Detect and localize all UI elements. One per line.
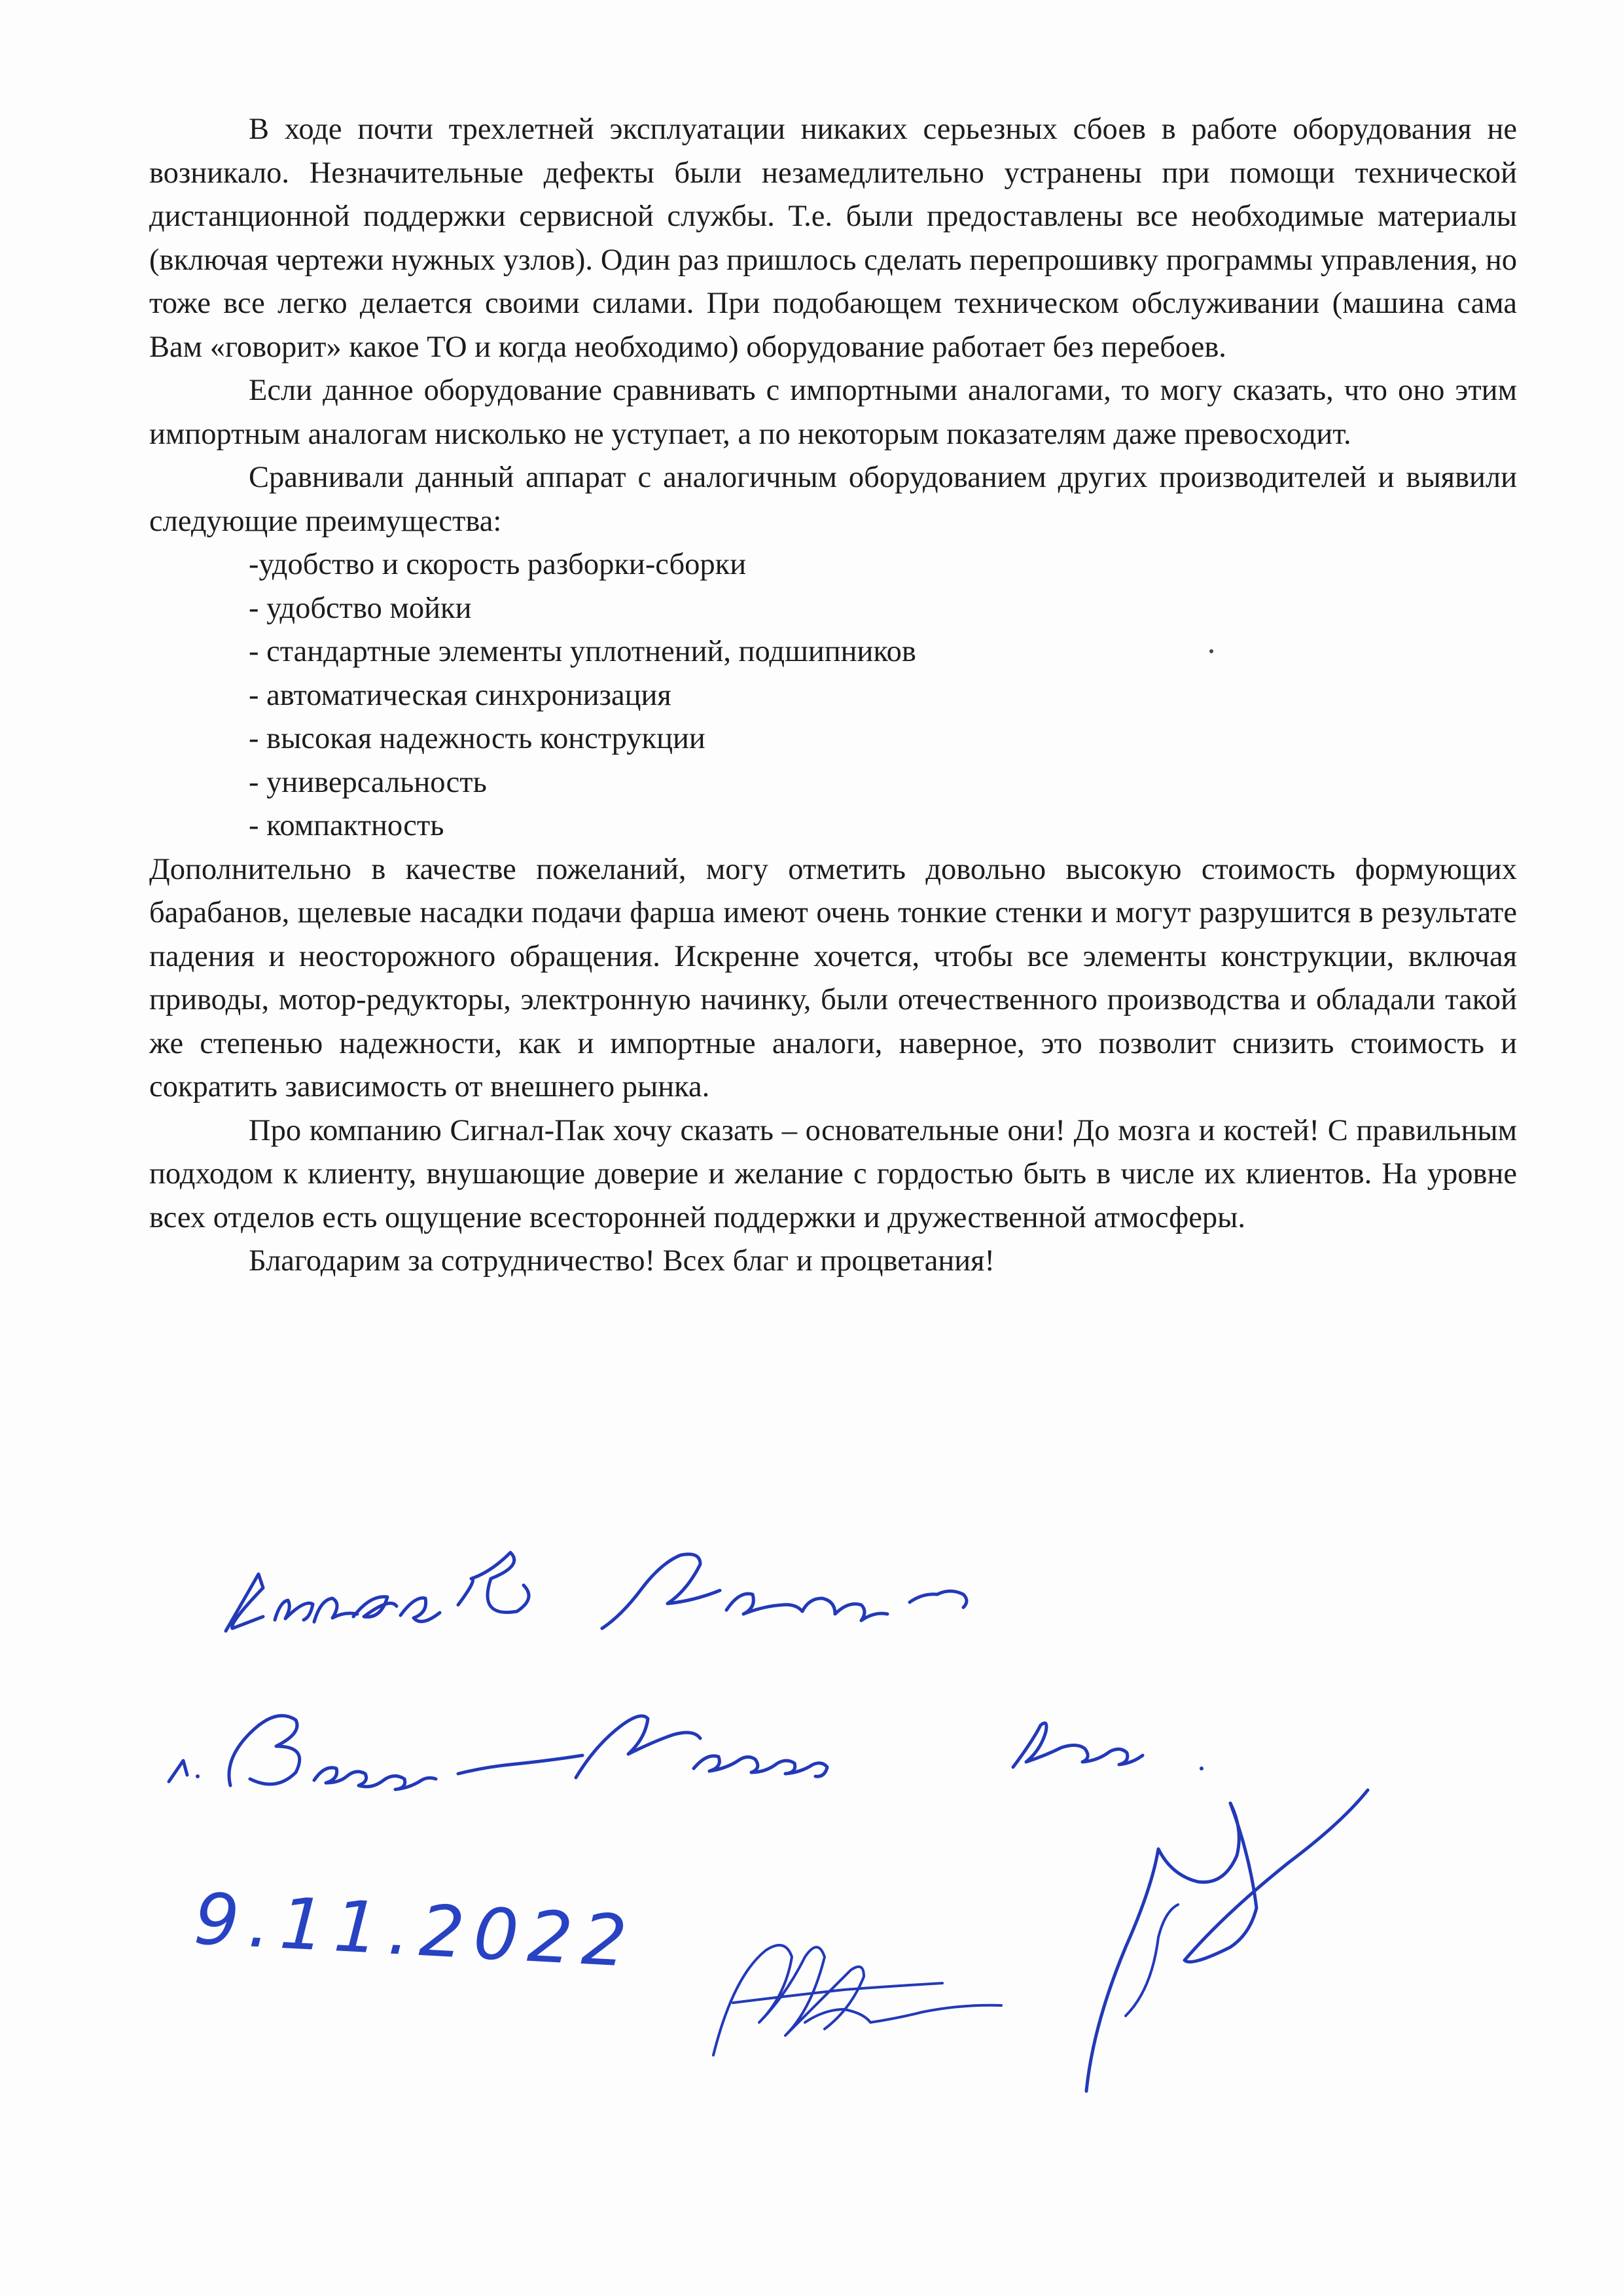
scan-speck: [1209, 649, 1213, 653]
handwritten-signature: [713, 1790, 1368, 2091]
paragraph-about-company: Про компанию Сигнал-Пак хочу сказать – основательные они! До мозга и костей! С правильным подходом к клиенту, внушающие доверие и желание с гордостью быть в числе их клиентов. На уровне всех отделов есть ощущение всесторонней поддержки и дружественной атмосферы.: [149, 1113, 1517, 1234]
advantage-item: -удобство и скорость разборки-сборки: [249, 548, 747, 581]
paragraph-advantages-intro: Сравнивали данный аппарат с аналогичным оборудованием других производителей и выявили следующие преимущества:: [149, 461, 1517, 538]
paragraph-thanks: Благодарим за сотрудничество! Всех благ и процветания!: [249, 1244, 995, 1278]
advantage-item: - компактность: [249, 809, 444, 842]
paragraph-wishes: Дополнительно в качестве пожеланий, могу отметить довольно высокую стоимость формующих барабанов, щелевые насадки подачи фарша имеют очень тонкие стенки и могут разрушится в результате падения и неосторожного обращения. Искренне хочется, чтобы все элементы конструкции, включая приводы, мотор-редукторы, электронную начинку, были отечественного производства и обладали такой же степенью надежности, как и импортные аналоги, наверное, это позволит снизить стоимость и сократить зависимость от внешнего рынка.: [149, 852, 1517, 1103]
handwritten-name: [226, 1552, 967, 1631]
handwritten-locality: [169, 1715, 1204, 1789]
advantage-item: - стандартные элементы уплотнений, подшипников: [249, 635, 916, 668]
advantage-item: - высокая надежность конструкции: [249, 722, 705, 755]
advantage-item: - автоматическая синхронизация: [249, 678, 671, 712]
handwritten-date: 9.11.2022: [192, 1878, 638, 1984]
advantage-item: - универсальность: [249, 765, 487, 799]
paragraph-import-comparison: Если данное оборудование сравнивать с импортными аналогами, то могу сказать, что оно этим импортным аналогам нисколько не уступает, а по некоторым показателям даже превосходит.: [149, 374, 1517, 451]
advantages-list: [149, 543, 1517, 848]
advantage-item: - удобство мойки: [249, 591, 472, 625]
letter-body: [149, 108, 1517, 1283]
paragraph-operation-experience: В ходе почти трехлетней эксплуатации никаких серьезных сбоев в работе оборудования не возникало. Незначительные дефекты были незамедлительно устранены при помощи технической дистанционной поддержки сервисной службы. Т.е. были предоставлены все необходимые материалы (включая чертежи нужных узлов). Один раз пришлось сделать перепрошивку программы управления, но тоже все легко делается своими силами. При подобающем техническом обслуживании (машина сама Вам «говорит» какое ТО и когда необходимо) оборудование работает без перебоев.: [149, 113, 1517, 364]
